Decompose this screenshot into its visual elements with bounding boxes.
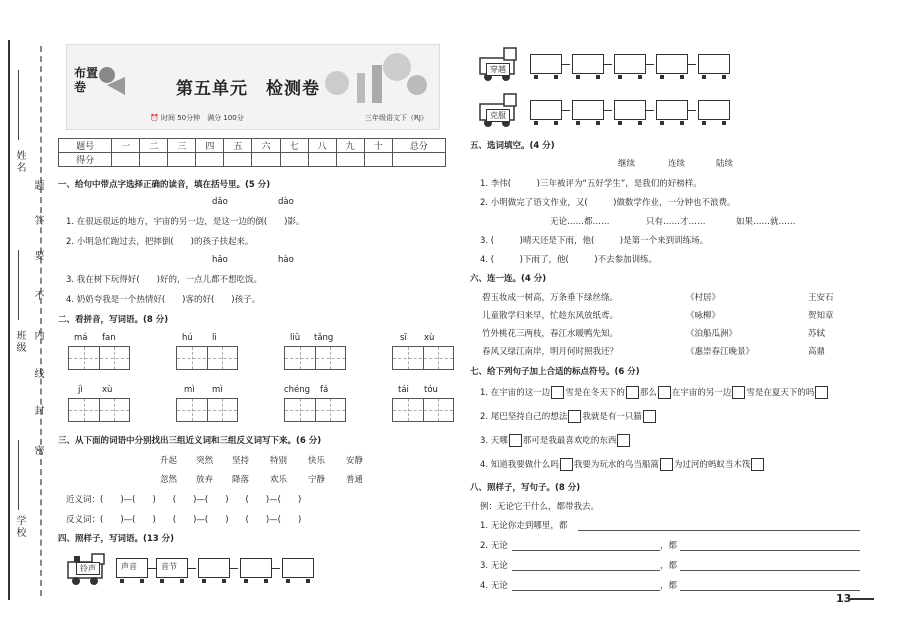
answer-line[interactable]	[512, 590, 660, 591]
train-car[interactable]	[698, 54, 730, 74]
train-car[interactable]	[198, 558, 230, 578]
class-line	[18, 250, 19, 320]
train-word: 铃声	[76, 562, 100, 575]
seal-char: 要	[32, 250, 43, 262]
q5-sentence: 1. 李伟( )三年被评为“五好学生”，是我们的好榜样。	[480, 179, 702, 189]
answer-line[interactable]	[680, 570, 860, 571]
row-label: 题号	[59, 139, 112, 153]
train-car[interactable]	[240, 558, 272, 578]
q1-title: 一、给句中带点字选择正确的读音，填在括号里。(5 分)	[58, 180, 271, 190]
answer-line[interactable]	[680, 550, 860, 551]
writing-grid[interactable]	[68, 346, 130, 370]
row-label: 得分	[59, 153, 112, 167]
train-car[interactable]	[656, 54, 688, 74]
answer-line[interactable]	[512, 550, 660, 551]
q1-sentence: 2. 小明急忙跑过去，把摔倒( )的孩子扶起来。	[66, 237, 254, 247]
antonym-line: 反义词：( )—( ) ( )—( ) ( )—( )	[66, 515, 302, 525]
writing-grid[interactable]	[284, 346, 346, 370]
q5-sentence: 4. ( )下雨了，他( )不去参加训练。	[480, 255, 658, 265]
q1-sentence: 4. 奶奶夸我是一个热情好( )客的好( )孩子。	[66, 295, 261, 305]
answer-line[interactable]	[680, 590, 860, 591]
seal-char: 不	[32, 290, 43, 302]
train-car[interactable]	[614, 100, 646, 120]
pinyin: hǎo	[212, 255, 228, 265]
name-line	[18, 70, 19, 140]
q7-sentence: 1. 在宇宙的这一边 雪是在冬天下的 那么 在宇宙的另一边 雪是在夏天下的吗	[480, 386, 829, 399]
writing-grid[interactable]	[176, 398, 238, 422]
pinyin: dǎo	[212, 197, 228, 207]
pinyin: hào	[278, 255, 294, 265]
train-car[interactable]	[282, 558, 314, 578]
train-car[interactable]	[614, 54, 646, 74]
train-car[interactable]	[530, 54, 562, 74]
q7-sentence: 4. 知道我要做什么吗 我要为玩水的鸟当船篙 为过河的蚂蚁当木筏	[480, 458, 765, 471]
class-label: 班级	[14, 330, 25, 354]
synonym-line: 近义词：( )—( ) ( )—( ) ( )—( )	[66, 495, 302, 505]
seal-char: 答	[32, 215, 43, 227]
answer-line[interactable]	[578, 530, 860, 531]
q4-title: 四、照样子，写词语。(13 分)	[58, 534, 175, 544]
grade-label: 三年级语文下（RJ）	[365, 114, 428, 122]
writing-grid[interactable]	[392, 346, 454, 370]
q1-sentence: 1. 在很远很远的地方，宇宙的另一边，是这一边的倒( )影。	[66, 217, 305, 227]
writing-grid[interactable]	[176, 346, 238, 370]
q7-title: 七、给下列句子加上合适的标点符号。(6 分)	[470, 367, 640, 377]
seal-char: 密	[32, 445, 43, 457]
example-sentence: 例：无论它干什么，都带我去。	[480, 502, 600, 512]
q5-sentence: 2. 小明做完了语文作业，又( )做数学作业，一分钟也不浪费。	[480, 198, 736, 208]
q5-title: 五、选词填空。(4 分)	[470, 141, 555, 151]
clock-icon: ⏰	[150, 114, 159, 122]
writing-grid[interactable]	[284, 398, 346, 422]
seal-char: 题	[32, 180, 43, 192]
train-car[interactable]	[572, 54, 604, 74]
q5-sentence: 3. ( )晴天还是下雨，他( )是第一个来到训练场。	[480, 236, 709, 246]
time-info: ⏰ 时间 50分钟 满分 100分	[150, 114, 244, 122]
school-line	[18, 440, 19, 510]
answer-line[interactable]	[512, 570, 660, 571]
q7-sentence: 2. 尾巴坚持自己的想法 我就是有一只猫	[480, 410, 657, 423]
writing-grid[interactable]	[392, 398, 454, 422]
page-number: 13	[836, 592, 852, 605]
q2-title: 二、看拼音，写词语。(8 分)	[58, 315, 169, 325]
q7-sentence: 3. 天哪 那可是我最喜欢吃的东西	[480, 434, 631, 447]
page-decoration	[850, 598, 874, 600]
q3-title: 三、从下面的词语中分别找出三组近义词和三组反义词写下来。(6 分)	[58, 436, 322, 446]
q8-title: 八、照样子，写句子。(8 分)	[470, 483, 581, 493]
pinyin: dào	[278, 197, 294, 207]
name-label: 姓名	[14, 150, 25, 174]
page-title: 第五单元 检测卷	[176, 79, 320, 99]
seal-char: 封	[32, 405, 43, 417]
train-car[interactable]	[530, 100, 562, 120]
train-word: 声音	[118, 561, 140, 572]
cut-line	[40, 46, 42, 596]
seal-char: 内	[32, 330, 43, 342]
train-word: 穿越	[486, 63, 510, 76]
q6-title: 六、连一连。(4 分)	[470, 274, 547, 284]
writing-grid[interactable]	[68, 398, 130, 422]
train-car[interactable]	[572, 100, 604, 120]
seal-char: 线	[32, 368, 43, 380]
train-car[interactable]	[698, 100, 730, 120]
q1-sentence: 3. 我在树下玩得好( )好的，一点儿都不想吃饭。	[66, 275, 262, 285]
school-label: 学校	[14, 515, 25, 539]
train-car[interactable]	[656, 100, 688, 120]
train-word: 克服	[486, 109, 510, 122]
badge-label: 布置卷	[74, 66, 99, 94]
train-word: 音节	[158, 561, 180, 572]
score-table: 题号 一 二 三 四 五 六 七 八 九 十 总分 得分	[58, 138, 446, 167]
